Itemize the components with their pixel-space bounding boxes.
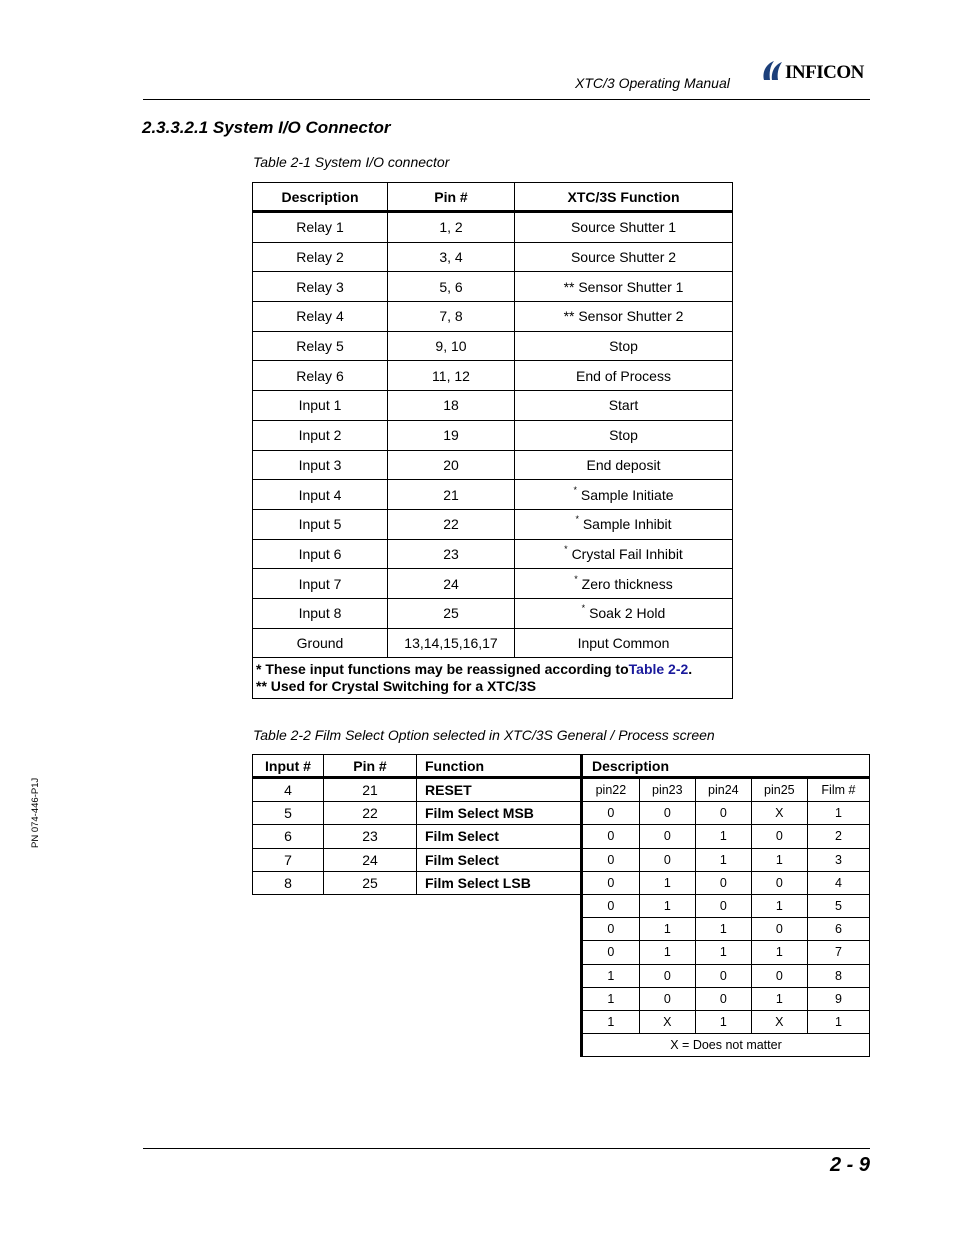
description-col-header: pin23 bbox=[639, 778, 695, 802]
description-cell: 1 bbox=[751, 987, 807, 1010]
description-cell: 1 bbox=[639, 918, 695, 941]
description-cell: 0 bbox=[695, 802, 751, 825]
cell-function: Source Shutter 1 bbox=[515, 212, 733, 243]
description-col-header: Film # bbox=[807, 778, 869, 802]
description-cell: 1 bbox=[639, 941, 695, 964]
cell-function: Start bbox=[515, 391, 733, 421]
cell-function: Stop bbox=[515, 331, 733, 361]
table-row bbox=[253, 450, 733, 480]
cell-pin: 24 bbox=[324, 848, 417, 871]
cell-description: Relay 2 bbox=[253, 242, 388, 272]
cell-pin: 22 bbox=[324, 802, 417, 825]
description-col-header: pin24 bbox=[695, 778, 751, 802]
cell-pin: 22 bbox=[388, 509, 515, 539]
col-header: Pin # bbox=[388, 183, 515, 212]
cell-function: Input Common bbox=[515, 628, 733, 658]
table-row bbox=[253, 420, 733, 450]
cell-description: Input 8 bbox=[253, 598, 388, 628]
description-cell: 4 bbox=[807, 871, 869, 894]
description-cell: 0 bbox=[582, 802, 640, 825]
header-rule bbox=[143, 99, 870, 100]
cell-function: Stop bbox=[515, 420, 733, 450]
cell-input: 5 bbox=[253, 802, 324, 825]
part-number: PN 074-446-P1J bbox=[30, 777, 41, 848]
table-row bbox=[253, 539, 733, 569]
cell-description: Input 6 bbox=[253, 539, 388, 569]
description-cell: 0 bbox=[582, 941, 640, 964]
table-row bbox=[253, 361, 733, 391]
description-cell: 1 bbox=[695, 918, 751, 941]
description-cell: 0 bbox=[695, 987, 751, 1010]
cell-pin: 19 bbox=[388, 420, 515, 450]
col-header: Pin # bbox=[324, 755, 417, 778]
table-row bbox=[253, 242, 733, 272]
cell-function: End deposit bbox=[515, 450, 733, 480]
legend-note: X = Does not matter bbox=[582, 1034, 870, 1057]
description-cell: 0 bbox=[582, 825, 640, 848]
table-row bbox=[582, 987, 870, 1010]
description-cell: 1 bbox=[695, 1010, 751, 1033]
footnote-marker: * bbox=[573, 484, 577, 495]
description-cell: 0 bbox=[695, 964, 751, 987]
table-row bbox=[582, 848, 870, 871]
col-header: XTC/3S Function bbox=[515, 183, 733, 212]
description-cell: 0 bbox=[639, 964, 695, 987]
table1-caption: Table 2-1 System I/O connector bbox=[253, 154, 450, 170]
table-row bbox=[582, 918, 870, 941]
description-cell: 8 bbox=[807, 964, 869, 987]
cell-function: * Soak 2 Hold bbox=[515, 598, 733, 628]
description-cell: 1 bbox=[582, 1010, 640, 1033]
cell-pin: 3, 4 bbox=[388, 242, 515, 272]
cell-function: End of Process bbox=[515, 361, 733, 391]
description-cell: 0 bbox=[582, 848, 640, 871]
table-row bbox=[582, 871, 870, 894]
cell-pin: 1, 2 bbox=[388, 212, 515, 243]
page-number: 2 - 9 bbox=[829, 1154, 870, 1176]
cell-pin: 21 bbox=[388, 480, 515, 510]
col-header: Function bbox=[417, 755, 582, 778]
cell-description: Input 2 bbox=[253, 420, 388, 450]
cell-function: Source Shutter 2 bbox=[515, 242, 733, 272]
footnote-marker: * bbox=[581, 603, 586, 614]
table-row bbox=[253, 825, 582, 848]
cell-function: Film Select MSB bbox=[417, 802, 582, 825]
manual-title: XTC/3 Operating Manual bbox=[575, 75, 730, 91]
description-cell: 0 bbox=[751, 918, 807, 941]
table-row bbox=[253, 848, 582, 871]
description-cell: 0 bbox=[751, 825, 807, 848]
table-row bbox=[253, 272, 733, 302]
cell-description: Relay 5 bbox=[253, 331, 388, 361]
table-row bbox=[582, 964, 870, 987]
description-cell: 0 bbox=[695, 871, 751, 894]
cell-description: Relay 3 bbox=[253, 272, 388, 302]
description-cell: 1 bbox=[639, 894, 695, 917]
cell-pin: 20 bbox=[388, 450, 515, 480]
description-cell: 1 bbox=[695, 825, 751, 848]
cell-pin: 13,14,15,16,17 bbox=[388, 628, 515, 658]
description-header: Description bbox=[582, 755, 870, 778]
table-row bbox=[253, 331, 733, 361]
description-cell: X bbox=[751, 802, 807, 825]
table-row bbox=[582, 1010, 870, 1033]
description-cell: 0 bbox=[582, 871, 640, 894]
description-cell: 5 bbox=[807, 894, 869, 917]
cell-pin: 24 bbox=[388, 569, 515, 599]
col-header: Description bbox=[253, 183, 388, 212]
description-cell: 1 bbox=[751, 941, 807, 964]
section-heading: 2.3.3.2.1 System I/O Connector bbox=[142, 118, 391, 137]
description-cell: 0 bbox=[751, 871, 807, 894]
description-cell: 1 bbox=[582, 987, 640, 1010]
cell-function: Film Select bbox=[417, 848, 582, 871]
cell-description: Relay 1 bbox=[253, 212, 388, 243]
table-row bbox=[582, 825, 870, 848]
table2-caption: Table 2-2 Film Select Option selected in XTC/3S General / Process screen bbox=[253, 727, 715, 743]
cell-function: RESET bbox=[417, 778, 582, 802]
description-col-header: pin25 bbox=[751, 778, 807, 802]
description-cell: 1 bbox=[751, 848, 807, 871]
description-footer-row bbox=[582, 1034, 870, 1057]
table-row bbox=[253, 871, 582, 894]
description-cell: 6 bbox=[807, 918, 869, 941]
cell-function: * Sample Initiate bbox=[515, 480, 733, 510]
description-col-header: pin22 bbox=[582, 778, 640, 802]
description-cell: 0 bbox=[751, 964, 807, 987]
cell-pin: 11, 12 bbox=[388, 361, 515, 391]
cell-description: Ground bbox=[253, 628, 388, 658]
table-2-2-link[interactable]: Table 2-2 bbox=[628, 661, 689, 678]
cell-function: ** Sensor Shutter 1 bbox=[515, 272, 733, 302]
description-cell: 0 bbox=[639, 987, 695, 1010]
description-cell: 0 bbox=[582, 918, 640, 941]
description-cell: 0 bbox=[639, 825, 695, 848]
table-row bbox=[253, 802, 582, 825]
table-row bbox=[253, 569, 733, 599]
table-row bbox=[253, 598, 733, 628]
cell-pin: 21 bbox=[324, 778, 417, 802]
cell-description: Input 1 bbox=[253, 391, 388, 421]
description-cell: 1 bbox=[695, 848, 751, 871]
film-select-description-table bbox=[580, 754, 870, 1057]
cell-function: * Zero thickness bbox=[515, 569, 733, 599]
table-row bbox=[253, 480, 733, 510]
table-row bbox=[582, 894, 870, 917]
description-cell: 1 bbox=[582, 964, 640, 987]
cell-pin: 23 bbox=[324, 825, 417, 848]
description-cell: 9 bbox=[807, 987, 869, 1010]
description-cell: 1 bbox=[751, 894, 807, 917]
cell-pin: 18 bbox=[388, 391, 515, 421]
cell-input: 7 bbox=[253, 848, 324, 871]
logo-mark-icon bbox=[760, 58, 784, 84]
description-cell: X bbox=[639, 1010, 695, 1033]
cell-function: ** Sensor Shutter 2 bbox=[515, 302, 733, 332]
io-connector-table bbox=[252, 182, 733, 699]
cell-input: 6 bbox=[253, 825, 324, 848]
cell-description: Relay 4 bbox=[253, 302, 388, 332]
cell-pin: 5, 6 bbox=[388, 272, 515, 302]
description-cell: 0 bbox=[582, 894, 640, 917]
logo-text: INFICON bbox=[785, 62, 864, 83]
footnote-marker: * bbox=[564, 543, 568, 554]
cell-description: Input 3 bbox=[253, 450, 388, 480]
description-cell: 0 bbox=[639, 802, 695, 825]
description-cell: 2 bbox=[807, 825, 869, 848]
table-row bbox=[582, 802, 870, 825]
table-row bbox=[253, 628, 733, 658]
table-row bbox=[253, 391, 733, 421]
table-row bbox=[253, 778, 582, 802]
table-row bbox=[253, 212, 733, 243]
table1-note: * These input functions may be reassigned according toTable 2-2. ** Used for Crystal Switching for a XTC/3S bbox=[253, 658, 733, 699]
cell-description: Relay 6 bbox=[253, 361, 388, 391]
table-row bbox=[253, 302, 733, 332]
description-cell: 1 bbox=[695, 941, 751, 964]
cell-description: Input 7 bbox=[253, 569, 388, 599]
cell-function: * Crystal Fail Inhibit bbox=[515, 539, 733, 569]
col-header: Input # bbox=[253, 755, 324, 778]
description-cell: 7 bbox=[807, 941, 869, 964]
footnote-marker: * bbox=[575, 514, 579, 525]
film-select-input-table bbox=[252, 754, 582, 895]
description-cell: X bbox=[751, 1010, 807, 1033]
cell-pin: 25 bbox=[388, 598, 515, 628]
cell-pin: 25 bbox=[324, 871, 417, 894]
description-cell: 3 bbox=[807, 848, 869, 871]
cell-pin: 9, 10 bbox=[388, 331, 515, 361]
table-row bbox=[582, 941, 870, 964]
cell-function: Film Select bbox=[417, 825, 582, 848]
description-cell: 1 bbox=[807, 802, 869, 825]
cell-function: Film Select LSB bbox=[417, 871, 582, 894]
description-col-row bbox=[582, 778, 870, 802]
cell-input: 4 bbox=[253, 778, 324, 802]
description-cell: 0 bbox=[639, 848, 695, 871]
cell-function: * Sample Inhibit bbox=[515, 509, 733, 539]
description-cell: 1 bbox=[639, 871, 695, 894]
footer-rule bbox=[143, 1148, 870, 1149]
inficon-logo bbox=[760, 58, 872, 86]
footnote-marker: * bbox=[574, 573, 578, 584]
description-cell: 1 bbox=[807, 1010, 869, 1033]
cell-pin: 23 bbox=[388, 539, 515, 569]
table-row bbox=[253, 509, 733, 539]
cell-description: Input 4 bbox=[253, 480, 388, 510]
description-cell: 0 bbox=[695, 894, 751, 917]
cell-description: Input 5 bbox=[253, 509, 388, 539]
cell-input: 8 bbox=[253, 871, 324, 894]
cell-pin: 7, 8 bbox=[388, 302, 515, 332]
